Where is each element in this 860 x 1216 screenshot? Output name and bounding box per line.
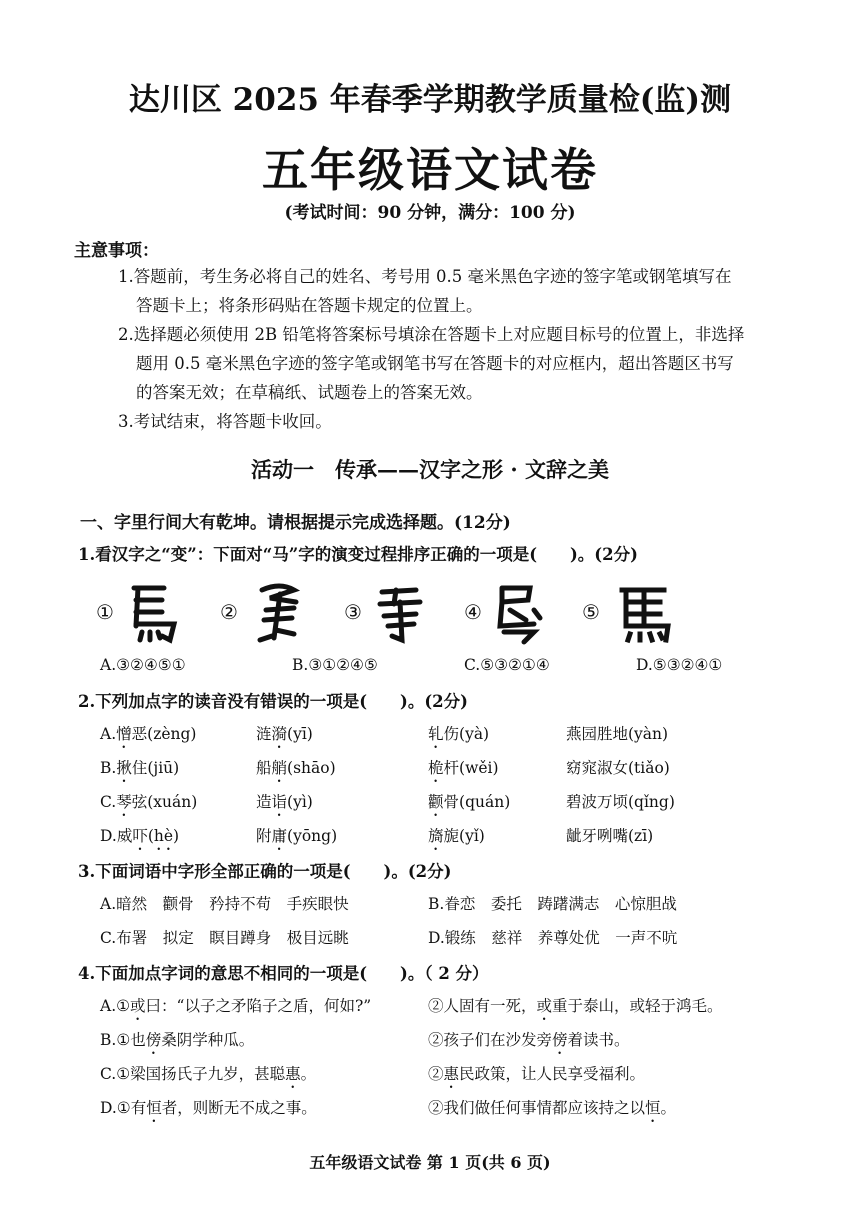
q2-option-b-item-4: 窈窕淑女(tiǎo) — [566, 759, 670, 777]
horse-glyph-3-image — [372, 580, 432, 646]
q2-option-a-item-2: 涟漪(yī) — [256, 725, 313, 743]
q2-option-a-item-4: 燕园胜地(yàn) — [566, 725, 669, 743]
note-1-line-2: 答题卡上；将条形码贴在答题卡规定的位置上。 — [136, 296, 483, 315]
horse-glyph-2-image — [250, 580, 310, 646]
q2-option-c-item-2: 造诣(yì) — [256, 793, 313, 811]
glyph-label-2: ② — [220, 600, 238, 624]
exam-title: 达川区 2025 年春季学期教学质量检(监)测 — [128, 82, 732, 118]
q2-option-d-item-4: 龇牙咧嘴(zī) — [566, 827, 654, 845]
note-2-line-2: 题用 0.5 毫米黑色字迹的签字笔或钢笔书写在答题卡的对应框内，超出答题区书写 — [136, 354, 734, 373]
note-2-line-3: 的答案无效；在草稿纸、试题卷上的答案无效。 — [136, 383, 483, 402]
glyph-label-5: ⑤ — [582, 600, 600, 624]
q4-option-c-part-1: C.①梁国扬氏子九岁，甚聪惠。 — [100, 1065, 317, 1083]
q4-option-a-part-1: A.①或曰：“以子之矛陷子之盾，何如?” — [100, 997, 372, 1015]
q4-option-c-part-2: ②惠民政策，让人民享受福利。 — [428, 1065, 646, 1083]
exam-info: (考试时间：90 分钟，满分：100 分) — [284, 203, 576, 223]
q2-option-d-item-2: 附庸(yōng) — [256, 827, 338, 845]
q1-option-d: D.⑤③②④① — [636, 656, 723, 674]
q4-option-a-part-2: ②人固有一死，或重于泰山，或轻于鸿毛。 — [428, 997, 723, 1015]
q1-option-b: B.③①②④⑤ — [292, 656, 378, 674]
q4-stem: 4.下面加点字词的意思不相同的一项是( )。（ 2 分） — [78, 964, 489, 983]
q2-option-a-item-1: A.憎恶(zèng) — [100, 725, 197, 743]
q2-option-c-item-4: 碧波万顷(qǐng) — [566, 793, 675, 811]
q3-option-b: B.眷恋 委托 踌躇满志 心惊胆战 — [428, 895, 677, 913]
q2-option-d-item-3: 旖旎(yǐ) — [428, 827, 485, 845]
q2-option-a-item-3: 轧伤(yà) — [428, 725, 490, 743]
q1-option-c: C.⑤③②①④ — [464, 656, 550, 674]
q2-option-b-item-1: B.揪住(jiū) — [100, 759, 180, 777]
glyph-label-3: ③ — [344, 600, 362, 624]
glyph-label-1: ① — [96, 600, 114, 624]
q2-stem: 2.下列加点字的读音没有错误的一项是( )。(2分) — [78, 692, 468, 711]
glyph-label-4: ④ — [464, 600, 482, 624]
q3-stem: 3.下面词语中字形全部正确的一项是( )。(2分) — [78, 862, 452, 881]
q2-option-c-item-1: C.琴弦(xuán) — [100, 793, 198, 811]
page-footer: 五年级语文试卷 第 1 页(共 6 页) — [309, 1153, 551, 1172]
q3-option-d: D.锻练 慈祥 养尊处优 一声不吭 — [428, 929, 678, 947]
q4-option-b-part-1: B.①也傍桑阴学种瓜。 — [100, 1031, 255, 1049]
note-2-line-1: 2.选择题必须使用 2B 铅笔将答案标号填涂在答题卡上对应题目标号的位置上，非选择 — [118, 325, 745, 344]
q2-option-d-item-1: D.威吓(hè) — [100, 827, 180, 845]
q4-option-d-part-1: D.①有恒者，则断无不成之事。 — [100, 1099, 317, 1117]
horse-glyph-1-image — [124, 580, 184, 646]
note-1-line-1: 1.答题前，考生务必将自己的姓名、考号用 0.5 毫米黑色字迹的签字笔或钢笔填写在 — [118, 267, 732, 286]
horse-glyph-4-image — [490, 580, 550, 646]
q1-stem: 1.看汉字之“变”：下面对“马”字的演变过程排序正确的一项是( )。(2分) — [78, 545, 638, 564]
horse-glyph-5-image — [612, 580, 676, 646]
q1-option-a: A.③②④⑤① — [100, 656, 186, 674]
q2-option-b-item-2: 船艄(shāo) — [256, 759, 336, 777]
exam-subject-title: 五年级语文试卷 — [262, 143, 598, 197]
section-1-title: 一、字里行间大有乾坤。请根据提示完成选择题。(12分) — [80, 513, 511, 533]
q2-option-b-item-3: 桅杆(wěi) — [428, 759, 499, 777]
q4-option-d-part-2: ②我们做任何事情都应该持之以恒。 — [428, 1099, 677, 1117]
note-3-line-1: 3.考试结束，将答题卡收回。 — [118, 412, 332, 431]
notes-heading: 主意事项： — [74, 241, 159, 261]
q3-option-c: C.布署 拟定 瞑目蹲身 极目远眺 — [100, 929, 349, 947]
q4-option-b-part-2: ②孩子们在沙发旁傍着读书。 — [428, 1031, 630, 1049]
q2-option-c-item-3: 颧骨(quán) — [428, 793, 511, 811]
activity-title: 活动一 传承——汉字之形 · 文辞之美 — [251, 457, 609, 482]
q3-option-a: A.暗然 颧骨 矜持不苟 手疾眼快 — [100, 895, 349, 913]
